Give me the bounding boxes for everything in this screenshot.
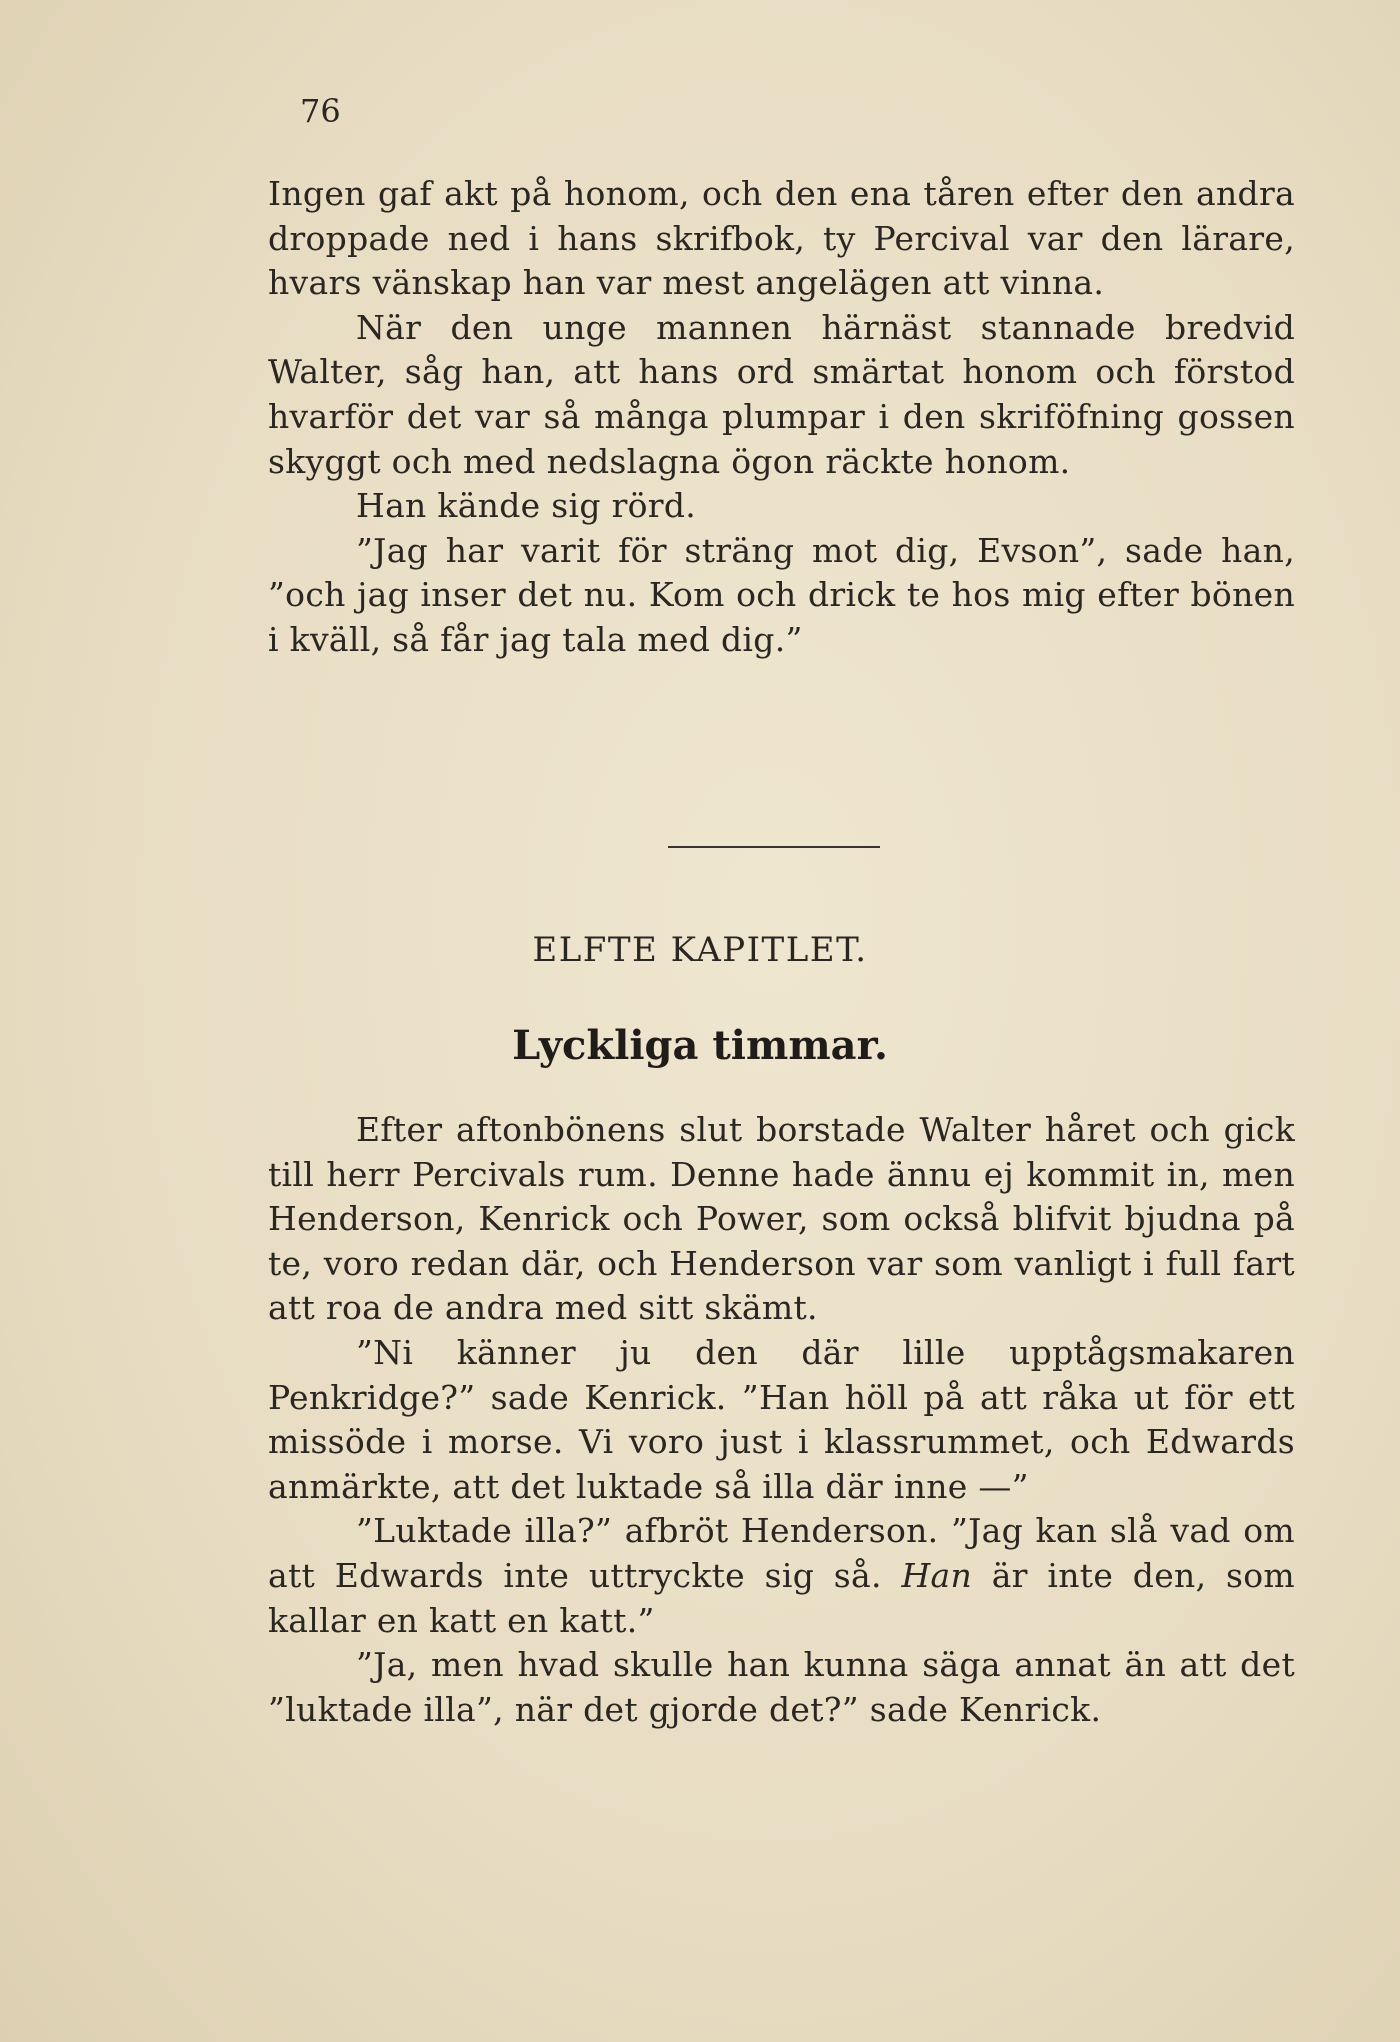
paragraph	[268, 1509, 1295, 1643]
paragraph: Efter aftonbönens slut borstade Walter håret och gick till herr Percivals rum. Denne hade ännu ej kommit in, men Henderson, Kenrick och Power, som också blifvit bjudna på te, voro redan där, och Henderson var som vanligt i full fart att roa de andra med sitt skämt.	[268, 1110, 1295, 1328]
paragraph: När den unge mannen härnäst stannade bredvid Walter, såg han, att hans ord smärtat honom och förstod hvarför det var så många plumpar i den skriföfning gossen skyggt och med nedslagna ögon räckte honom.	[268, 307, 1295, 481]
paragraph: Han kände sig rörd.	[356, 486, 697, 526]
paragraph: Ingen gaf akt på honom, och den ena tåren efter den andra droppade ned i hans skrifbok, ty Percival var den lärare, hvars vänskap han var mest angelägen att vinna.	[268, 174, 1295, 303]
chapter-title: Lyckliga timmar.	[512, 1022, 888, 1069]
paragraph-text: är inte den, som kallar en katt en katt.”	[268, 1555, 1296, 1640]
paragraph: ”Jag har varit för sträng mot dig, Evson”, sade han, ”och jag inser det nu. Kom och drick te hos mig efter bönen i kväll, så får jag tala med dig.”	[268, 530, 1295, 659]
page-number: 76	[300, 92, 341, 130]
text-section-1	[268, 172, 1295, 663]
paragraph: ”Ni känner ju den där lille upptågsmakaren Penkridge?” sade Kenrick. ”Han höll på att råka ut för ett missöde i morse. Vi voro just i klassrummet, och Edwards anmärkte, att det luktade så illa där inne —”	[268, 1332, 1295, 1506]
emphasis-text: Han	[901, 1555, 973, 1595]
paragraph: ”Ja, men hvad skulle han kunna säga annat än att det ”luktade illa”, när det gjorde det?” sade Kenrick.	[268, 1645, 1295, 1729]
section-divider	[668, 846, 880, 848]
text-section-2	[268, 1108, 1295, 1732]
paragraph-text: ”Luktade illa?” afbröt Henderson. ”Jag kan slå vad om att Edwards inte uttryckte sig så.	[268, 1511, 1295, 1595]
chapter-heading: ELFTE KAPITLET.	[532, 930, 868, 970]
